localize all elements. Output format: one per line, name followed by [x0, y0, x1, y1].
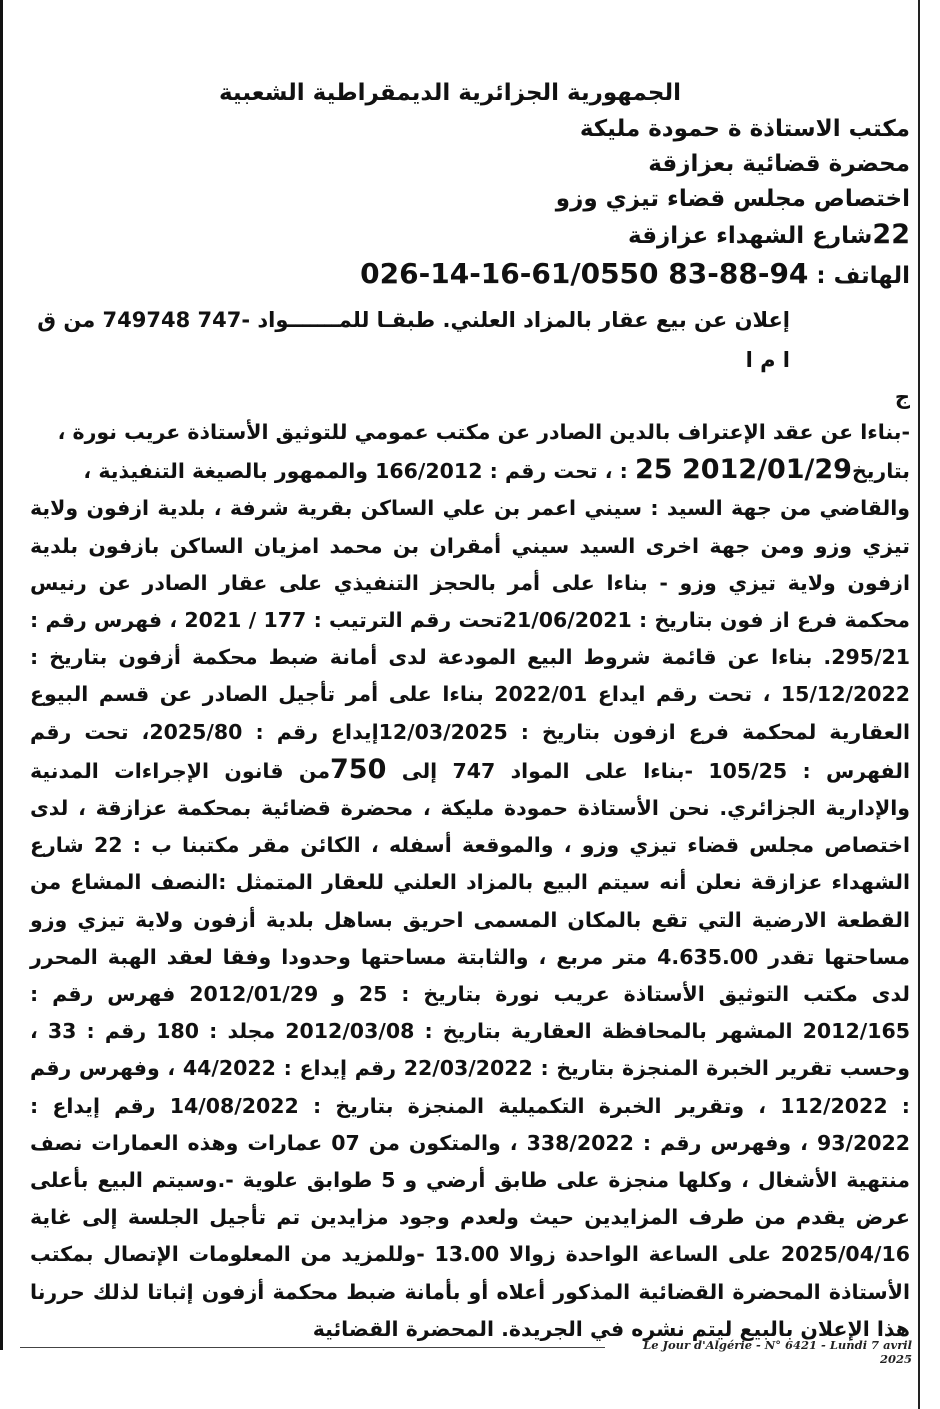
article-number: 750 — [330, 753, 387, 785]
republic-heading: الجمهورية الجزائرية الديمقراطية الشعبية — [218, 80, 682, 106]
contract-registration: : ، تحت رقم : 166/2012 والممهور بالصيغة التنفيذية ، — [83, 459, 628, 484]
body-paragraph-2 — [30, 451, 910, 490]
newspaper-footer: Le Jour d'Algérie - N° 6421 - Lundi 7 avril 2025 — [643, 1338, 912, 1366]
phone-label: الهاتف : — [816, 263, 910, 289]
announcement-title-tail: ج — [894, 385, 910, 409]
address-street: شارع الشهداء عزازقة — [628, 223, 873, 249]
right-border-line — [918, 0, 922, 1409]
announcement-document — [30, 80, 910, 1348]
announcement-title: إعلان عن بيع عقار بالمزاد العلني. طبقـا للمـــــــواد -747 749748 من ق ا م ا — [37, 308, 790, 372]
phone-line — [30, 254, 910, 296]
body-main-text: والقاضي من جهة السيد : سيني اعمر بن علي الساكن بقرية شرفة ، بلدية ازفون ولاية تيزي وزو ومن جهة اخرى السيد سيني أمقران بن محمد امزيان الساكن بازفون بلدية ازفون ولاية تيزي وزو - بناءا على أمر بالحجز التنفيذي على عقار الصادر عن رنيس محكمة فرع از فون بتاريخ : 21/06/2021تحت رقم الترتيب : 177 / 2021 ، فهرس رقم : 295/21. بناءا عن قائمة شروط البيع المودعة لدى أمانة ضبط محكمة أزفون بتاريخ : 15/12/2022 ، تحت رقم ايداع 2022/01 بناءا على أمر تأجيل الصادر عن قسم البيوع العقارية لمحكمة فرع ازفون بتاريخ : 12/03/2025إيداع رقم : 2025/80، تحت رقم الفهرس : 105/25 -بناءا على المواد 747 إلى — [30, 496, 911, 783]
address-number: 22 — [872, 219, 910, 250]
office-name: مكتب الاستاذة ة حمودة مليكة — [579, 116, 910, 142]
contract-date: 2012/01/29 25 — [634, 454, 852, 486]
left-border-line — [0, 0, 8, 1350]
date-prefix: بتاريخ — [851, 459, 910, 484]
body-paragraph-1: -بناءا عن عقد الإعتراف بالدين الصادر عن مكتب عمومي للتوثيق الأستاذة عريب نورة ، — [57, 420, 910, 444]
body-paragraph-3 — [30, 490, 910, 1348]
address-line — [30, 217, 910, 254]
footer-divider — [20, 1347, 605, 1348]
bailiff-title: محضرة قضائية بعزازقة — [648, 151, 910, 177]
body-continuation: من قانون الإجراءات المدنية والإدارية الجزائري. نحن الأستاذة حمودة مليكة ، محضرة قضائية بمحكمة عزازقة ، لدى اختصاص مجلس قضاء تيزي وزو ، والموقعة أسفله ، الكائن مقر مكتبنا ب : 22 شارع الشهداء عزازقة نعلن أنه سيتم البيع بالمزاد العلني للعقار المتمثل :النصف المشاع من القطعة الارضية التي تقع بالمكان المسمى احريق بساهل بلدية أزفون ولاية تيزي وزو مساحتها تقدر 4.635.00 متر مربع ، والثابتة مساحتها وحدودا وفقا لعقد الهبة المحرر لدى مكتب التوثيق الأستاذة عريب نورة بتاريخ : 25 و 2012/01/29 فهرس رقم : 2012/165 المشهر بالمحافظة العقارية بتاريخ : 2012/03/08 مجلد : 180 رقم : 33 ، وحسب تقرير الخبرة المنجزة بتاريخ : 22/03/2022 رقم إيداع : 44/2022 ، وفهرس رقم : 112/2022 ، وتقرير الخبرة التكميلية المنجزة بتاريخ : 14/08/2022 رقم إيداع : 93/2022 ، وفهرس رقم : 338/2022 ، والمتكون من 07 عمارات وهذه العمارات نصف منتهية الأشغال ، وكلها منجزة على طابق أرضي و 5 طوابق علوية -.وسيتم البيع بأعلى عرض يقدم من طرف المزايدين حيث ولعدم وجود مزايدين تم تأجيل الجلسة إلى غاية 2025/04/16 على الساعة الواحدة زوالا 13.00 -وللمزيد من المعلومات الإتصال بمكتب الأستاذة المحضرة القضائية المذكور أعلاه أو بأمانة ضبط محكمة أزفون إثباتا لذلك حررنا هذا الإعلان بالبيع ليتم نشره في الجريدة. المحضرة القضائية — [30, 758, 911, 1341]
phone-number: 026-14-16-61/0550 83-88-94 — [360, 257, 809, 290]
jurisdiction-line: اختصاص مجلس قضاء تيزي وزو — [555, 186, 910, 212]
